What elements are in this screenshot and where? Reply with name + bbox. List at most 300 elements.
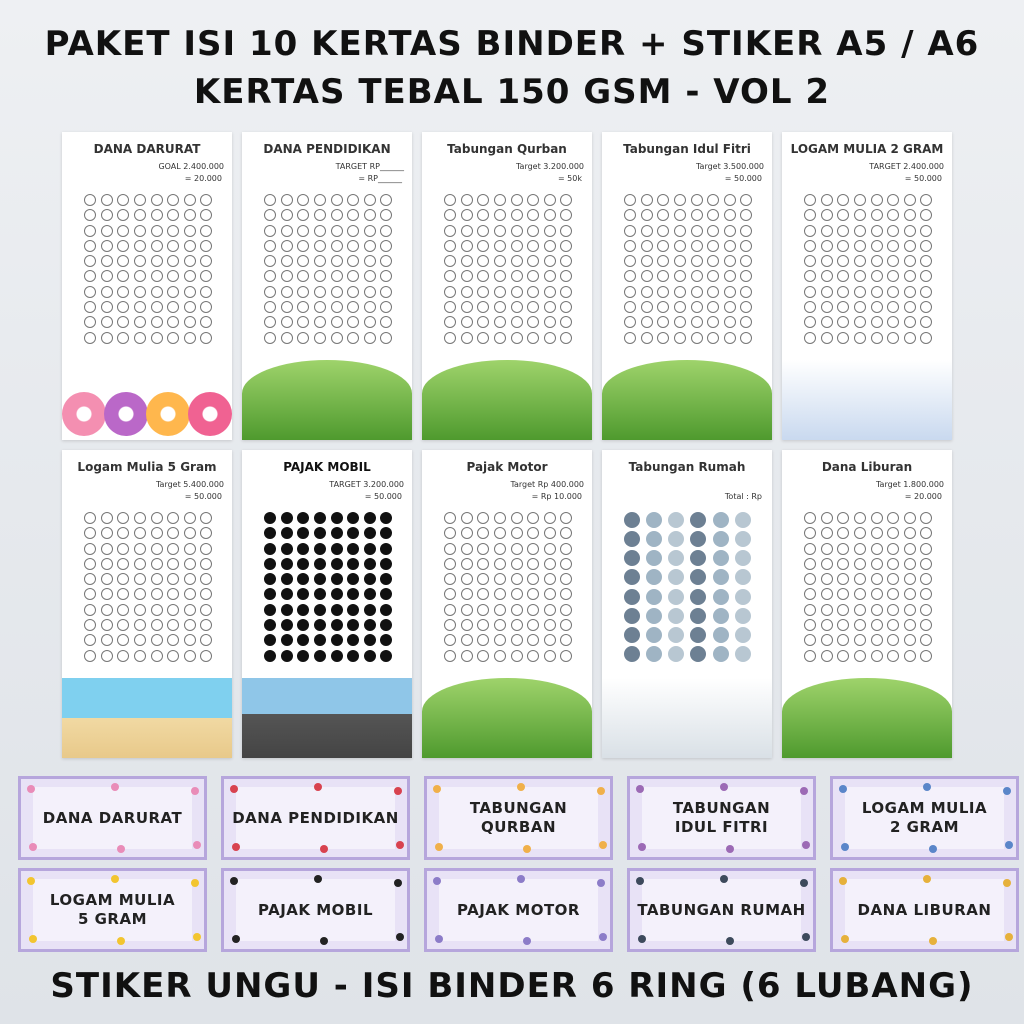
icecream-icon xyxy=(674,194,686,206)
egg-icon xyxy=(444,512,456,524)
sticker-text: TABUNGAN RUMAH xyxy=(637,900,806,919)
egg-icon xyxy=(477,634,489,646)
icecream-icon xyxy=(641,286,653,298)
egg-icon xyxy=(527,650,539,662)
cheese-icon xyxy=(837,316,849,328)
cheese-icon xyxy=(871,255,883,267)
coin-icon xyxy=(364,240,376,252)
decoration-icon xyxy=(636,877,644,885)
cheese-icon xyxy=(887,270,899,282)
lemon-icon xyxy=(84,588,96,600)
egg-icon xyxy=(461,650,473,662)
decoration-icon xyxy=(726,937,734,945)
icecream-icon xyxy=(641,255,653,267)
decoration-icon xyxy=(232,843,240,851)
coin-icon xyxy=(151,286,163,298)
mouse-icon xyxy=(331,558,343,570)
flower-icon xyxy=(461,332,473,344)
cheese-icon xyxy=(837,301,849,313)
egg-icon xyxy=(560,543,572,555)
stickers-row-1 xyxy=(18,776,1019,860)
sticker-label-card[interactable] xyxy=(221,868,410,952)
coin-icon xyxy=(101,286,113,298)
cheese-icon xyxy=(904,240,916,252)
mouse-icon xyxy=(364,634,376,646)
flower-icon xyxy=(511,240,523,252)
egg-icon xyxy=(527,527,539,539)
binder-page-card[interactable] xyxy=(242,450,412,758)
binder-page-card[interactable] xyxy=(62,132,232,440)
cheese-icon xyxy=(904,332,916,344)
binder-page-card[interactable] xyxy=(602,450,772,758)
jellyfish-icon xyxy=(904,573,916,585)
mouse-icon xyxy=(364,619,376,631)
icecream-icon xyxy=(657,270,669,282)
lemon-icon xyxy=(117,543,129,555)
flower-icon xyxy=(527,286,539,298)
coin-icon xyxy=(101,255,113,267)
mouse-icon xyxy=(380,543,392,555)
coin-icon xyxy=(281,240,293,252)
egg-icon xyxy=(444,604,456,616)
icecream-icon xyxy=(641,194,653,206)
circle-icon xyxy=(646,627,662,643)
coin-icon xyxy=(184,270,196,282)
egg-icon xyxy=(444,619,456,631)
coin-icon xyxy=(184,316,196,328)
coin-icon xyxy=(297,301,309,313)
mouse-icon xyxy=(264,573,276,585)
cheese-icon xyxy=(854,332,866,344)
card-unit-value: = 20.000 xyxy=(184,174,222,183)
coin-icon xyxy=(117,255,129,267)
decoration-icon xyxy=(117,845,125,853)
flower-icon xyxy=(511,316,523,328)
icecream-icon xyxy=(691,225,703,237)
circle-icon xyxy=(690,550,706,566)
cheese-icon xyxy=(887,301,899,313)
egg-icon xyxy=(494,604,506,616)
jellyfish-icon xyxy=(920,604,932,616)
jellyfish-icon xyxy=(920,573,932,585)
mouse-icon xyxy=(264,604,276,616)
mouse-icon xyxy=(281,634,293,646)
jellyfish-icon xyxy=(871,573,883,585)
cheese-icon xyxy=(887,209,899,221)
flower-icon xyxy=(560,270,572,282)
sticker-text: TABUNGAN QURBAN xyxy=(469,799,568,836)
card-target: Target 5.400.000 xyxy=(155,480,224,489)
flower-icon xyxy=(544,240,556,252)
jellyfish-icon xyxy=(854,512,866,524)
coin-icon xyxy=(151,255,163,267)
coin-icon xyxy=(364,316,376,328)
jellyfish-icon xyxy=(871,650,883,662)
coin-icon xyxy=(281,194,293,206)
mouse-icon xyxy=(380,527,392,539)
card-illustration xyxy=(782,360,952,440)
icecream-icon xyxy=(674,209,686,221)
lemon-icon xyxy=(167,558,179,570)
coin-icon xyxy=(200,332,212,344)
header-line-1: PAKET ISI 10 KERTAS BINDER + STIKER A5 / A6 xyxy=(44,24,980,64)
circle-icon xyxy=(690,512,706,528)
card-illustration xyxy=(422,678,592,758)
flower-icon xyxy=(477,209,489,221)
egg-icon xyxy=(511,588,523,600)
icecream-icon xyxy=(724,194,736,206)
icecream-icon xyxy=(707,301,719,313)
mouse-icon xyxy=(347,634,359,646)
card-title: LOGAM MULIA 2 GRAM xyxy=(790,142,944,156)
jellyfish-icon xyxy=(837,634,849,646)
coin-icon xyxy=(331,332,343,344)
cheese-icon xyxy=(871,225,883,237)
icecream-icon xyxy=(624,225,636,237)
coin-icon xyxy=(200,301,212,313)
coin-icon xyxy=(117,270,129,282)
icecream-icon xyxy=(641,316,653,328)
circle-icon xyxy=(690,627,706,643)
cheese-icon xyxy=(920,209,932,221)
lemon-icon xyxy=(134,558,146,570)
coin-icon xyxy=(314,209,326,221)
egg-icon xyxy=(444,634,456,646)
sticker-label-card[interactable] xyxy=(627,776,816,860)
binder-page-card[interactable] xyxy=(782,450,952,758)
flower-icon xyxy=(461,316,473,328)
cheese-icon xyxy=(837,270,849,282)
coin-icon xyxy=(331,301,343,313)
coin-icon xyxy=(281,301,293,313)
coin-icon xyxy=(134,194,146,206)
coin-icon xyxy=(184,194,196,206)
mouse-icon xyxy=(347,650,359,662)
flower-icon xyxy=(544,194,556,206)
egg-icon xyxy=(511,512,523,524)
card-title: DANA PENDIDIKAN xyxy=(263,142,391,156)
lemon-icon xyxy=(101,619,113,631)
egg-icon xyxy=(494,512,506,524)
cheese-icon xyxy=(837,332,849,344)
lemon-icon xyxy=(184,619,196,631)
binder-page-card[interactable] xyxy=(242,132,412,440)
card-unit-value: = RP______ xyxy=(358,174,402,183)
coin-icon xyxy=(297,270,309,282)
icecream-icon xyxy=(674,286,686,298)
lemon-icon xyxy=(84,558,96,570)
jellyfish-icon xyxy=(871,634,883,646)
lemon-icon xyxy=(167,573,179,585)
cheese-icon xyxy=(854,209,866,221)
cheese-icon xyxy=(871,270,883,282)
jellyfish-icon xyxy=(920,543,932,555)
flower-icon xyxy=(461,255,473,267)
icecream-icon xyxy=(624,270,636,282)
flower-icon xyxy=(560,332,572,344)
binder-page-card[interactable] xyxy=(782,132,952,440)
decoration-icon xyxy=(435,843,443,851)
icecream-icon xyxy=(691,255,703,267)
card-title: Pajak Motor xyxy=(466,460,548,474)
coin-icon xyxy=(134,255,146,267)
flower-icon xyxy=(494,194,506,206)
flower-icon xyxy=(560,286,572,298)
egg-icon xyxy=(494,573,506,585)
coin-icon xyxy=(84,240,96,252)
coin-icon xyxy=(117,194,129,206)
mouse-icon xyxy=(264,543,276,555)
icecream-icon xyxy=(657,194,669,206)
coin-icon xyxy=(264,316,276,328)
coin-icon xyxy=(347,240,359,252)
lemon-icon xyxy=(84,634,96,646)
decoration-icon xyxy=(111,783,119,791)
icecream-icon xyxy=(624,209,636,221)
cheese-icon xyxy=(821,225,833,237)
lemon-icon xyxy=(151,604,163,616)
cheese-icon xyxy=(887,194,899,206)
jellyfish-icon xyxy=(904,527,916,539)
cheese-icon xyxy=(854,286,866,298)
lemon-icon xyxy=(134,604,146,616)
coin-icon xyxy=(281,225,293,237)
lemon-icon xyxy=(134,573,146,585)
card-unit-value: = 50.000 xyxy=(184,492,222,501)
egg-icon xyxy=(544,512,556,524)
lemon-icon xyxy=(151,573,163,585)
lemon-icon xyxy=(117,619,129,631)
coin-icon xyxy=(331,316,343,328)
circle-icon xyxy=(713,589,729,605)
coin-icon xyxy=(380,332,392,344)
mouse-icon xyxy=(264,619,276,631)
circle-icon xyxy=(646,589,662,605)
coin-icon xyxy=(380,270,392,282)
jellyfish-icon xyxy=(904,588,916,600)
jellyfish-icon xyxy=(854,604,866,616)
sticker-label-card[interactable] xyxy=(830,776,1019,860)
card-unit-value: = 50.000 xyxy=(904,174,942,183)
coin-icon xyxy=(364,194,376,206)
savings-tracker-grid xyxy=(804,194,934,344)
flower-icon xyxy=(494,332,506,344)
card-title: PAJAK MOBIL xyxy=(283,460,371,474)
coin-icon xyxy=(380,194,392,206)
mouse-icon xyxy=(314,588,326,600)
decoration-icon xyxy=(29,843,37,851)
cheese-icon xyxy=(887,316,899,328)
flower-icon xyxy=(511,209,523,221)
icecream-icon xyxy=(724,255,736,267)
jellyfish-icon xyxy=(887,588,899,600)
egg-icon xyxy=(511,527,523,539)
decoration-icon xyxy=(320,937,328,945)
lemon-icon xyxy=(101,588,113,600)
coin-icon xyxy=(84,286,96,298)
icecream-icon xyxy=(740,225,752,237)
jellyfish-icon xyxy=(837,650,849,662)
flower-icon xyxy=(461,209,473,221)
lemon-icon xyxy=(151,527,163,539)
lemon-icon xyxy=(101,634,113,646)
mouse-icon xyxy=(347,588,359,600)
coin-icon xyxy=(117,316,129,328)
coin-icon xyxy=(380,209,392,221)
mouse-icon xyxy=(364,573,376,585)
cheese-icon xyxy=(920,270,932,282)
card-unit-value: = Rp 10.000 xyxy=(531,492,582,501)
coin-icon xyxy=(380,286,392,298)
card-target: GOAL 2.400.000 xyxy=(158,162,224,171)
mouse-icon xyxy=(264,650,276,662)
sticker-label-card[interactable] xyxy=(18,868,207,952)
egg-icon xyxy=(477,650,489,662)
circle-icon xyxy=(624,531,640,547)
jellyfish-icon xyxy=(920,588,932,600)
circle-icon xyxy=(713,627,729,643)
binder-page-card[interactable] xyxy=(62,450,232,758)
circle-icon xyxy=(735,531,751,547)
coin-icon xyxy=(380,225,392,237)
mouse-icon xyxy=(281,527,293,539)
coin-icon xyxy=(134,225,146,237)
mouse-icon xyxy=(297,543,309,555)
icecream-icon xyxy=(740,286,752,298)
coin-icon xyxy=(347,270,359,282)
mouse-icon xyxy=(364,543,376,555)
egg-icon xyxy=(527,604,539,616)
icecream-icon xyxy=(657,286,669,298)
lemon-icon xyxy=(134,543,146,555)
lemon-icon xyxy=(101,527,113,539)
flower-icon xyxy=(494,209,506,221)
cheese-icon xyxy=(920,301,932,313)
binder-page-card[interactable] xyxy=(422,450,592,758)
egg-icon xyxy=(544,588,556,600)
lemon-icon xyxy=(101,558,113,570)
coin-icon xyxy=(134,332,146,344)
circle-icon xyxy=(668,608,684,624)
coin-icon xyxy=(347,194,359,206)
sticker-text: DANA DARURAT xyxy=(42,808,183,827)
cheese-icon xyxy=(837,194,849,206)
coin-icon xyxy=(380,301,392,313)
egg-icon xyxy=(461,512,473,524)
flower-icon xyxy=(544,255,556,267)
jellyfish-icon xyxy=(804,650,816,662)
card-illustration xyxy=(602,360,772,440)
jellyfish-icon xyxy=(837,619,849,631)
coin-icon xyxy=(84,209,96,221)
icecream-icon xyxy=(707,255,719,267)
lemon-icon xyxy=(151,650,163,662)
sticker-label-card[interactable] xyxy=(627,868,816,952)
lemon-icon xyxy=(184,558,196,570)
coin-icon xyxy=(364,332,376,344)
coin-icon xyxy=(200,194,212,206)
lemon-icon xyxy=(184,634,196,646)
jellyfish-icon xyxy=(920,634,932,646)
coin-icon xyxy=(331,270,343,282)
coin-icon xyxy=(167,286,179,298)
mouse-icon xyxy=(314,619,326,631)
decoration-icon xyxy=(230,877,238,885)
decoration-icon xyxy=(111,875,119,883)
egg-icon xyxy=(544,619,556,631)
binder-page-card[interactable] xyxy=(602,132,772,440)
coin-icon xyxy=(264,270,276,282)
egg-icon xyxy=(511,619,523,631)
header-line-2: KERTAS TEBAL 150 GSM - VOL 2 xyxy=(193,72,831,112)
binder-page-card[interactable] xyxy=(422,132,592,440)
sticker-label-card[interactable] xyxy=(424,868,613,952)
jellyfish-icon xyxy=(837,512,849,524)
mouse-icon xyxy=(281,619,293,631)
mouse-icon xyxy=(297,619,309,631)
lemon-icon xyxy=(84,573,96,585)
cheese-icon xyxy=(904,270,916,282)
savings-tracker-grid xyxy=(624,194,754,344)
decoration-icon xyxy=(191,787,199,795)
jellyfish-icon xyxy=(904,604,916,616)
coin-icon xyxy=(184,225,196,237)
sticker-label-card[interactable] xyxy=(424,776,613,860)
lemon-icon xyxy=(184,573,196,585)
coin-icon xyxy=(331,240,343,252)
icecream-icon xyxy=(724,209,736,221)
mouse-icon xyxy=(380,619,392,631)
decoration-icon xyxy=(27,785,35,793)
coin-icon xyxy=(184,332,196,344)
jellyfish-icon xyxy=(804,634,816,646)
sticker-label-card[interactable] xyxy=(221,776,410,860)
mouse-icon xyxy=(331,634,343,646)
icecream-icon xyxy=(707,332,719,344)
cheese-icon xyxy=(871,240,883,252)
coin-icon xyxy=(297,286,309,298)
card-illustration xyxy=(242,678,412,758)
mouse-icon xyxy=(314,558,326,570)
flower-icon xyxy=(511,255,523,267)
coin-icon xyxy=(331,209,343,221)
egg-icon xyxy=(544,558,556,570)
decoration-icon xyxy=(523,937,531,945)
coin-icon xyxy=(134,270,146,282)
flower-icon xyxy=(544,225,556,237)
circle-icon xyxy=(668,589,684,605)
sticker-label-card[interactable] xyxy=(18,776,207,860)
lemon-icon xyxy=(167,650,179,662)
cheese-icon xyxy=(821,240,833,252)
card-target: TARGET 2.400.000 xyxy=(869,162,944,171)
flower-icon xyxy=(477,332,489,344)
decoration-icon xyxy=(314,783,322,791)
lemon-icon xyxy=(200,619,212,631)
flower-icon xyxy=(477,255,489,267)
sticker-label-card[interactable] xyxy=(830,868,1019,952)
card-target: Target 3.200.000 xyxy=(515,162,584,171)
coin-icon xyxy=(84,270,96,282)
cheese-icon xyxy=(821,255,833,267)
jellyfish-icon xyxy=(871,558,883,570)
decoration-icon xyxy=(433,785,441,793)
lemon-icon xyxy=(117,634,129,646)
egg-icon xyxy=(560,512,572,524)
circle-icon xyxy=(668,531,684,547)
decoration-icon xyxy=(193,933,201,941)
jellyfish-icon xyxy=(854,588,866,600)
